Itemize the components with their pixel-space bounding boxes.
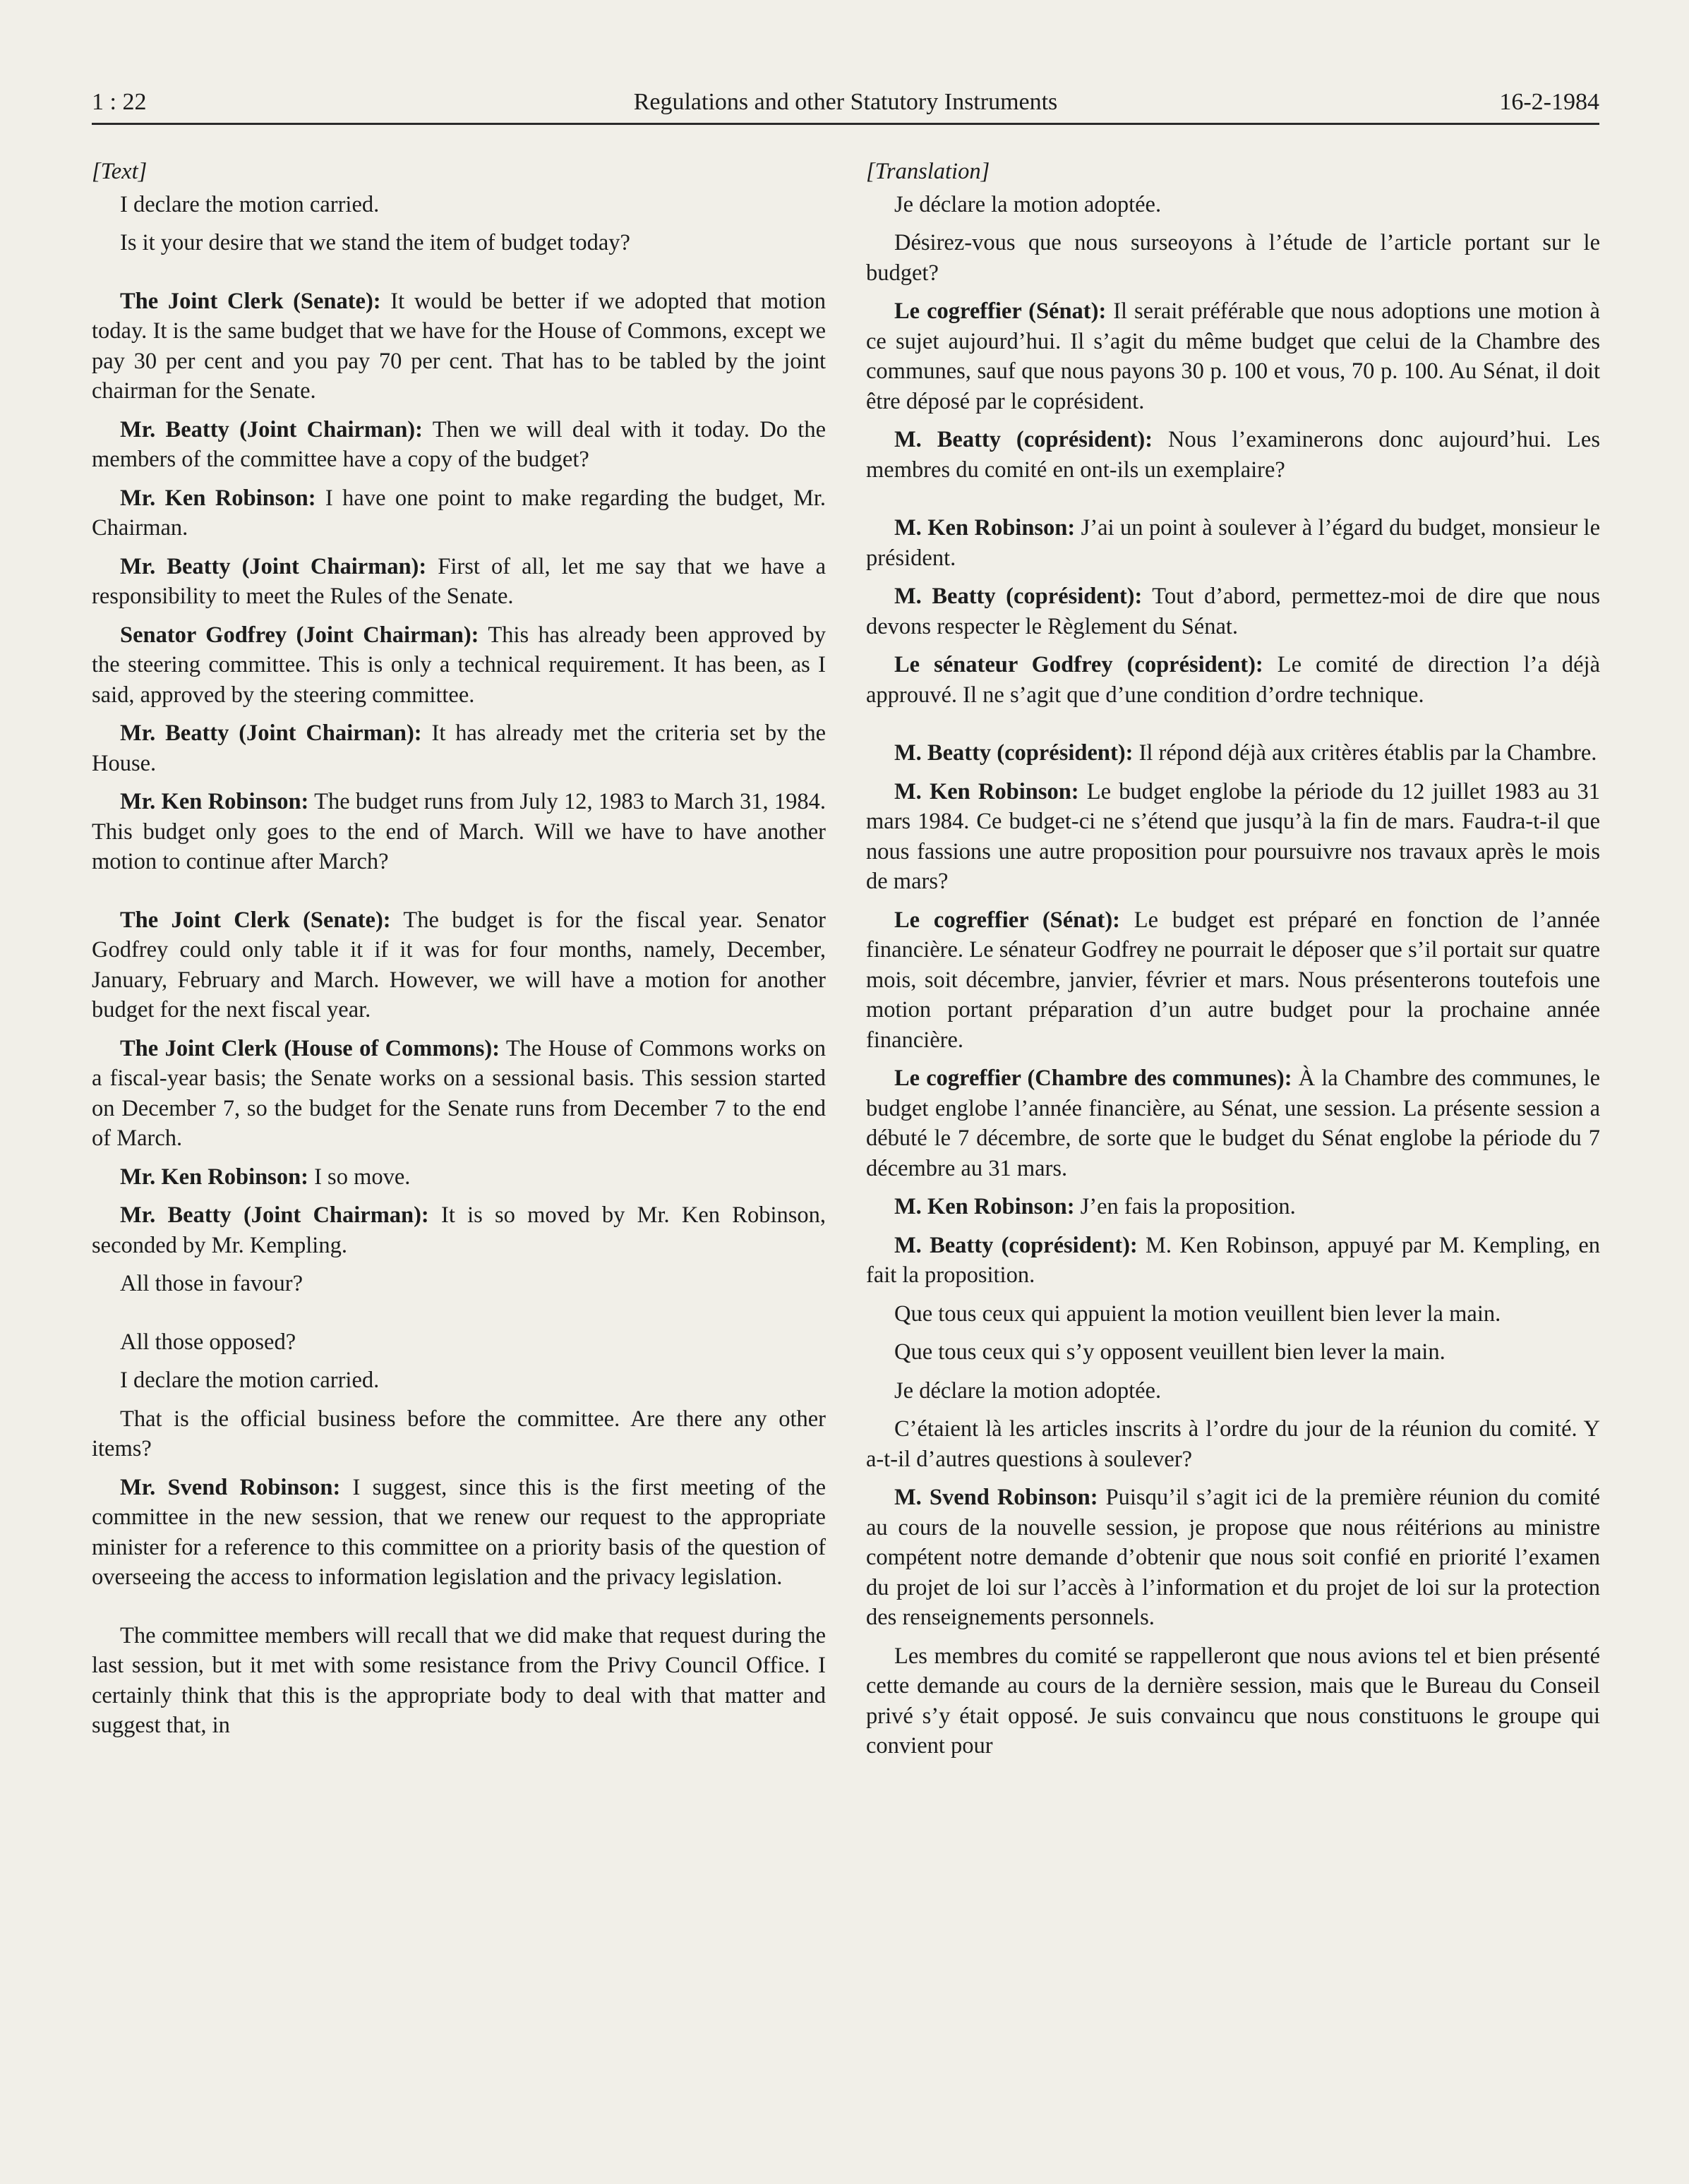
speaker-name: Mr. Ken Robinson: [120, 789, 309, 814]
paragraph [866, 650, 1600, 710]
english-column [92, 157, 826, 1749]
paragraph [866, 777, 1600, 897]
speaker-name: Le cogreffier (Sénat): [894, 907, 1120, 933]
paragraph [866, 296, 1600, 416]
paragraph-text: Que tous ceux qui appuient la motion veuillent bien lever la main. [894, 1301, 1501, 1327]
paragraph-text: I declare the motion carried. [120, 1368, 380, 1393]
paragraph-text: Je déclare la motion adoptée. [894, 1377, 1162, 1404]
paragraph-text: J’ai un point à soulever à l’égard du budget, monsieur le président. [866, 515, 1600, 571]
paragraph [866, 228, 1600, 288]
page-number: 1 : 22 [92, 89, 147, 115]
paragraph [92, 286, 826, 406]
speaker-name: The Joint Clerk (Senate): [120, 907, 391, 933]
paragraph-text: I suggest, since this is the first meeting of the committee in the new session, that we renew our request to the appropriate minister for a reference to this committee on a priority basis of the question of overseeing the access to information legislation and the privacy legislation. [92, 1474, 826, 1590]
paragraph [92, 1621, 826, 1741]
speaker-name: Mr. Beatty (Joint Chairman): [120, 553, 427, 579]
paragraph-text: C’étaient là les articles inscrits à l’ordre du jour de la réunion du comité. Y a-t-il d’autres questions à soulever? [866, 1416, 1600, 1472]
paragraph [866, 190, 1600, 220]
speaker-name: Mr. Ken Robinson: [120, 485, 316, 511]
speaker-name: Senator Godfrey (Joint Chairman): [120, 622, 479, 648]
page-date: 16-2-1984 [1499, 89, 1599, 115]
paragraph-text: Le comité de direction l’a déjà approuvé. Il ne s’agit que d’une condition d’ordre technique. [866, 652, 1601, 708]
paragraph [866, 905, 1600, 1056]
paragraph-text: The budget runs from July 12, 1983 to March 31, 1984. This budget only goes to the end of March. Will we have to have another motion to continue after March? [92, 789, 827, 874]
paragraph [866, 1376, 1600, 1406]
paragraph-text: J’en fais la proposition. [1074, 1194, 1296, 1219]
section-label: [Translation] [866, 159, 990, 184]
paragraph-text: Que tous ceux qui s’y opposent veuillent bien lever la main. [894, 1339, 1445, 1365]
paragraph-text: I so move. [308, 1164, 411, 1190]
paragraph [866, 1414, 1600, 1474]
paragraph [92, 1404, 826, 1464]
speaker-name: Mr. Beatty (Joint Chairman): [120, 720, 422, 746]
page-header [92, 83, 1599, 125]
paragraph [92, 1327, 826, 1358]
speaker-name: M. Ken Robinson: [894, 778, 1079, 804]
paragraph [92, 787, 826, 877]
running-title: Regulations and other Statutory Instruments [633, 89, 1058, 115]
paragraph [866, 738, 1600, 768]
paragraph-text: Nous l’examinerons donc aujourd’hui. Les membres du comité en ont-ils un exemplaire? [866, 427, 1600, 483]
paragraph-text: À la Chambre des communes, le budget englobe l’année financière, au Sénat, une session. La présente session a débuté le 7 décembre, de sorte que le budget du Sénat englobe la période du 7 décembre au 31 mars. [866, 1066, 1601, 1181]
paragraph [92, 228, 826, 258]
speaker-name: M. Beatty (coprésident): [894, 740, 1134, 766]
speaker-name: Mr. Ken Robinson: [120, 1164, 308, 1190]
paragraph-text: Je déclare la motion adoptée. [894, 191, 1162, 217]
paragraph-text: It has already met the criteria set by the House. [92, 720, 826, 776]
paragraph [866, 1483, 1600, 1633]
speaker-name: Le cogreffier (Chambre des communes): [894, 1066, 1292, 1091]
paragraph-text: Il serait préférable que nous adoptions une motion à ce sujet aujourd’hui. Il s’agit du même budget que celui de la Chambre des communes, sauf que nous payons 30 p. 100 et vous, 70 p. 100. Au Sénat, il doit être déposé par le coprésident. [866, 298, 1600, 414]
paragraph [866, 1231, 1600, 1291]
paragraph-text: The committee members will recall that we did make that request during the last session, but it met with some resistance from the Privy Council Office. I certainly think that this is the appropriate body to deal with that matter and suggest that, in [92, 1622, 826, 1738]
paragraph [92, 1365, 826, 1396]
paragraph-text: All those opposed? [120, 1329, 296, 1355]
paragraph-text: Puisqu’il s’agit ici de la première réunion du comité au cours de la nouvelle session, je propose que nous réitérions au ministre compétent notre demande d’obtenir que nous soit confié en priorité l’examen du projet de loi sur l’accès à l’information et du projet de loi sur la protection des renseignements personnels. [866, 1485, 1600, 1630]
paragraph [92, 1162, 826, 1193]
speaker-name: M. Beatty (coprésident): [894, 1232, 1138, 1258]
speaker-name: M. Ken Robinson: [894, 1194, 1075, 1219]
paragraph-text: This has already been approved by the steering committee. This is only a technical requirement. It has been, as I said, approved by the steering committee. [92, 622, 826, 708]
section-label: [Text] [92, 159, 148, 184]
speaker-name: Le sénateur Godfrey (coprésident): [894, 652, 1263, 677]
speaker-name: M. Beatty (coprésident): [894, 584, 1143, 609]
speaker-name: Mr. Beatty (Joint Chairman): [120, 1202, 429, 1228]
paragraph-text: Il répond déjà aux critères établis par la Chambre. [1133, 740, 1597, 766]
speaker-name: M. Beatty (coprésident): [894, 427, 1153, 452]
paragraph-text: The budget is for the fiscal year. Senator Godfrey could only table it if it was for four months, namely, December, January, February and March. However, we will have a motion for another budget for the next fiscal year. [92, 907, 826, 1022]
paragraph [92, 1034, 826, 1154]
speaker-name: Le cogreffier (Sénat): [894, 298, 1107, 324]
paragraph-text: Le budget est préparé en fonction de l’année financière. Le sénateur Godfrey ne pourrait le déposer que s’il portait sur quatre mois, soit décembre, janvier, février et mars. Nous présenterons toutefois une motion portant préparation d’un autre budget pour la prochaine année financière. [866, 907, 1600, 1053]
paragraph [92, 1200, 826, 1260]
speaker-name: M. Svend Robinson: [894, 1485, 1098, 1510]
speaker-name: The Joint Clerk (House of Commons): [120, 1035, 500, 1061]
paragraph [866, 513, 1600, 573]
paragraph [92, 415, 826, 475]
paragraph-text: The House of Commons works on a fiscal-year basis; the Senate works on a sessional basis. This session started on December 7, so the budget for the Senate runs from December 7 to the end of March. [92, 1035, 826, 1151]
paragraph [92, 620, 826, 711]
paragraph-text: All those in favour? [120, 1271, 303, 1296]
paragraph [92, 1269, 826, 1299]
speaker-name: Mr. Svend Robinson: [120, 1474, 341, 1500]
paragraph [866, 1299, 1600, 1329]
paragraph-text: Les membres du comité se rappelleront que nous avions tel et bien présenté cette demande au cours de la dernière session, mais que le Bureau du Conseil privé s’y était opposé. Je suis convaincu que nous constituons le groupe qui convient pour [866, 1643, 1600, 1758]
paragraph [92, 190, 826, 220]
paragraph-text: Is it your desire that we stand the item of budget today? [120, 230, 630, 255]
french-column [866, 157, 1600, 1770]
paragraph-text: That is the official business before the committee. Are there any other items? [92, 1406, 826, 1461]
paragraph-text: First of all, let me say that we have a responsibility to meet the Rules of the Senate. [92, 553, 826, 609]
paragraph [92, 718, 826, 778]
speaker-name: Mr. Beatty (Joint Chairman): [120, 416, 423, 442]
paragraph [866, 1063, 1600, 1183]
paragraph-text: Le budget englobe la période du 12 juillet 1983 au 31 mars 1984. Ce budget-ci ne s’étend que jusqu’à la fin de mars. Faudra-t-il que nous fassions une autre proposition pour poursuivre nos travaux après le mois de mars? [866, 778, 1600, 894]
paragraph [866, 425, 1600, 485]
paragraph-text: I declare the motion carried. [120, 191, 380, 217]
paragraph [92, 552, 826, 612]
paragraph [866, 1337, 1600, 1368]
speaker-name: M. Ken Robinson: [894, 515, 1076, 541]
paragraph-text: Then we will deal with it today. Do the members of the committee have a copy of the budget? [92, 416, 826, 472]
speaker-name: The Joint Clerk (Senate): [120, 288, 381, 314]
paragraph-text: I have one point to make regarding the budget, Mr. Chairman. [92, 485, 826, 541]
paragraph [92, 905, 826, 1025]
paragraph [866, 581, 1600, 641]
paragraph-text: It would be better if we adopted that motion today. It is the same budget that we have for the House of Commons, except we pay 30 per cent and you pay 70 per cent. That has to be tabled by the joint chairman for the Senate. [92, 288, 826, 404]
paragraph [866, 1641, 1600, 1761]
paragraph [866, 1192, 1600, 1222]
paragraph [92, 483, 826, 543]
paragraph-text: Désirez-vous que nous surseoyons à l’étude de l’article portant sur le budget? [866, 230, 1600, 286]
paragraph-text: Tout d’abord, permettez-moi de dire que nous devons respecter le Règlement du Sénat. [866, 584, 1600, 639]
paragraph [92, 1473, 826, 1593]
paragraph-text: It is so moved by Mr. Ken Robinson, seconded by Mr. Kempling. [92, 1202, 826, 1258]
paragraph-text: M. Ken Robinson, appuyé par M. Kempling, en fait la proposition. [866, 1232, 1600, 1288]
